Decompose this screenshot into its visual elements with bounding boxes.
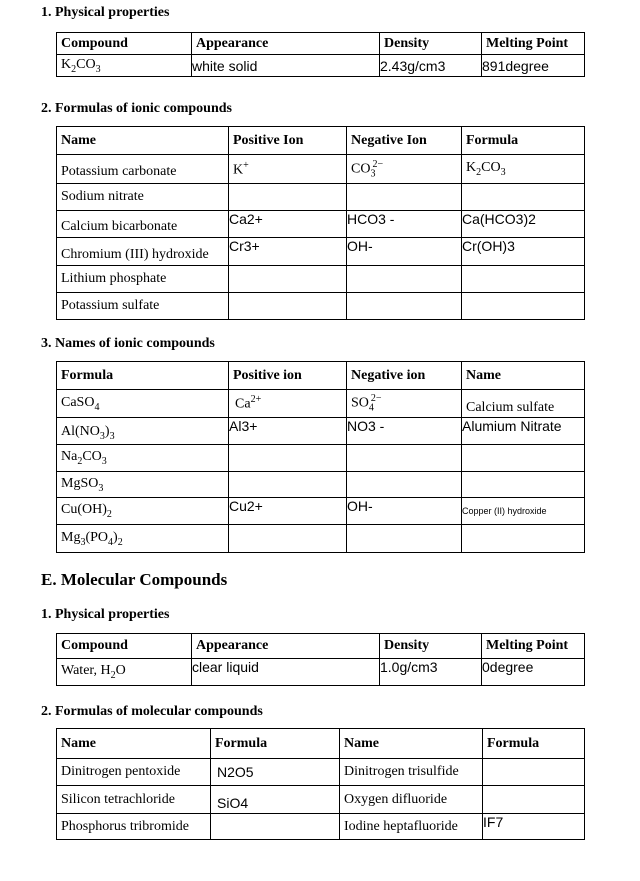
name-cell: Silicon tetrachloride <box>57 786 211 814</box>
formula-input[interactable]: N2O5 <box>211 759 340 786</box>
header-formula: Formula <box>57 362 229 390</box>
negative-ion-input[interactable]: OH- <box>347 498 462 525</box>
formula-cell: MgSO$_3$ <box>57 472 229 498</box>
negative-ion-input[interactable] <box>347 293 462 320</box>
density-input[interactable]: 2.43g/cm3 <box>380 55 482 77</box>
name-cell: Oxygen difluoride <box>340 786 483 814</box>
name-cell: Dinitrogen pentoxide <box>57 759 211 786</box>
header-positive-ion: Positive ion <box>229 362 347 390</box>
header-formula: Formula <box>211 729 340 759</box>
name-cell: Potassium carbonate <box>57 155 229 184</box>
negative-ion-input[interactable] <box>347 472 462 498</box>
name-cell: Calcium bicarbonate <box>57 211 229 238</box>
header-negative-ion: Negative Ion <box>347 127 462 155</box>
name-input[interactable] <box>462 472 585 498</box>
formula-cell: $K_2CO_3$ <box>462 155 585 184</box>
positive-ion-input[interactable] <box>229 184 347 211</box>
formula-input[interactable]: IF7 <box>483 814 585 840</box>
positive-ion-cell: $Ca^{2+}$ <box>229 390 347 418</box>
negative-ion-cell: $CO_3^{2-}$ <box>347 155 462 184</box>
section-heading-molecular-compounds: E. Molecular Compounds <box>41 570 228 589</box>
physical-properties-table <box>56 32 585 77</box>
positive-ion-input[interactable]: Cr3+ <box>229 238 347 266</box>
positive-ion-input[interactable]: Ca2+ <box>229 211 347 238</box>
negative-ion-input[interactable] <box>347 184 462 211</box>
formula-input[interactable] <box>462 293 585 320</box>
positive-ion-input[interactable] <box>229 525 347 553</box>
positive-ion-input[interactable] <box>229 266 347 293</box>
name-input[interactable]: Alumium Nitrate <box>462 418 585 445</box>
section-heading-molecular-physical-properties: 1. Physical properties <box>41 607 170 622</box>
section-heading-names-ionic: 3. Names of ionic compounds <box>41 336 215 351</box>
header-name: Name <box>57 127 229 155</box>
melting-point-input[interactable]: 0degree <box>482 659 585 686</box>
header-appearance: Appearance <box>192 634 380 659</box>
name-cell: Calcium sulfate <box>462 390 585 418</box>
header-name: Name <box>57 729 211 759</box>
positive-ion-input[interactable]: Cu2+ <box>229 498 347 525</box>
negative-ion-input[interactable] <box>347 266 462 293</box>
positive-ion-input[interactable] <box>229 445 347 472</box>
positive-ion-input[interactable] <box>229 293 347 320</box>
header-name: Name <box>340 729 483 759</box>
density-input[interactable]: 1.0g/cm3 <box>380 659 482 686</box>
positive-ion-input[interactable]: Al3+ <box>229 418 347 445</box>
formula-cell: $Cu(OH)_2$ <box>57 498 229 525</box>
formula-input[interactable] <box>483 759 585 786</box>
compound-cell: $K_2CO_3$ <box>57 55 192 77</box>
header-melting-point: Melting Point <box>482 33 585 55</box>
header-positive-ion: Positive Ion <box>229 127 347 155</box>
melting-point-input[interactable]: 891degree <box>482 55 585 77</box>
appearance-input[interactable]: white solid <box>192 55 380 77</box>
names-ionic-table <box>56 361 585 553</box>
negative-ion-input[interactable] <box>347 445 462 472</box>
positive-ion-cell: K+ <box>229 155 347 184</box>
header-compound: Compound <box>57 634 192 659</box>
section-heading-formulas-molecular: 2. Formulas of molecular compounds <box>41 704 263 719</box>
formula-input[interactable] <box>483 786 585 814</box>
formula-cell: $Al(NO_3)_3$ <box>57 418 229 445</box>
name-cell: Potassium sulfate <box>57 293 229 320</box>
header-appearance: Appearance <box>192 33 380 55</box>
formula-cell: CaSO$_4$ <box>57 390 229 418</box>
name-cell: Dinitrogen trisulfide <box>340 759 483 786</box>
name-cell: Lithium phosphate <box>57 266 229 293</box>
header-density: Density <box>380 33 482 55</box>
formula-input[interactable] <box>462 266 585 293</box>
name-cell: Iodine heptafluoride <box>340 814 483 840</box>
header-density: Density <box>380 634 482 659</box>
negative-ion-input[interactable]: HCO3 - <box>347 211 462 238</box>
formula-input[interactable] <box>211 814 340 840</box>
molecular-physical-properties-table <box>56 633 585 686</box>
header-melting-point: Melting Point <box>482 634 585 659</box>
negative-ion-cell: $SO_4^{2-}$ <box>347 390 462 418</box>
formula-cell: $Mg_3(PO_4)_2$ <box>57 525 229 553</box>
name-cell: Phosphorus tribromide <box>57 814 211 840</box>
section-heading-formulas-ionic: 2. Formulas of ionic compounds <box>41 101 232 116</box>
negative-ion-input[interactable]: OH- <box>347 238 462 266</box>
name-cell: Sodium nitrate <box>57 184 229 211</box>
formula-input[interactable] <box>462 184 585 211</box>
header-negative-ion: Negative ion <box>347 362 462 390</box>
positive-ion-input[interactable] <box>229 472 347 498</box>
compound-cell: Water, $H_2O$ <box>57 659 192 686</box>
header-formula: Formula <box>462 127 585 155</box>
formula-cell: $Na_2CO_3$ <box>57 445 229 472</box>
name-input[interactable] <box>462 445 585 472</box>
formula-input[interactable]: Ca(HCO3)2 <box>462 211 585 238</box>
name-input[interactable]: Copper (II) hydroxide <box>462 498 585 525</box>
formula-input[interactable]: Cr(OH)3 <box>462 238 585 266</box>
negative-ion-input[interactable] <box>347 525 462 553</box>
name-input[interactable] <box>462 525 585 553</box>
appearance-input[interactable]: clear liquid <box>192 659 380 686</box>
formulas-molecular-table <box>56 728 585 840</box>
negative-ion-input[interactable]: NO3 - <box>347 418 462 445</box>
name-cell: Chromium (III) hydroxide <box>57 238 229 266</box>
formula-input[interactable]: SiO4 <box>211 786 340 814</box>
header-formula: Formula <box>483 729 585 759</box>
header-name: Name <box>462 362 585 390</box>
section-heading-physical-properties: 1. Physical properties <box>41 5 170 20</box>
formulas-ionic-table <box>56 126 585 320</box>
header-compound: Compound <box>57 33 192 55</box>
